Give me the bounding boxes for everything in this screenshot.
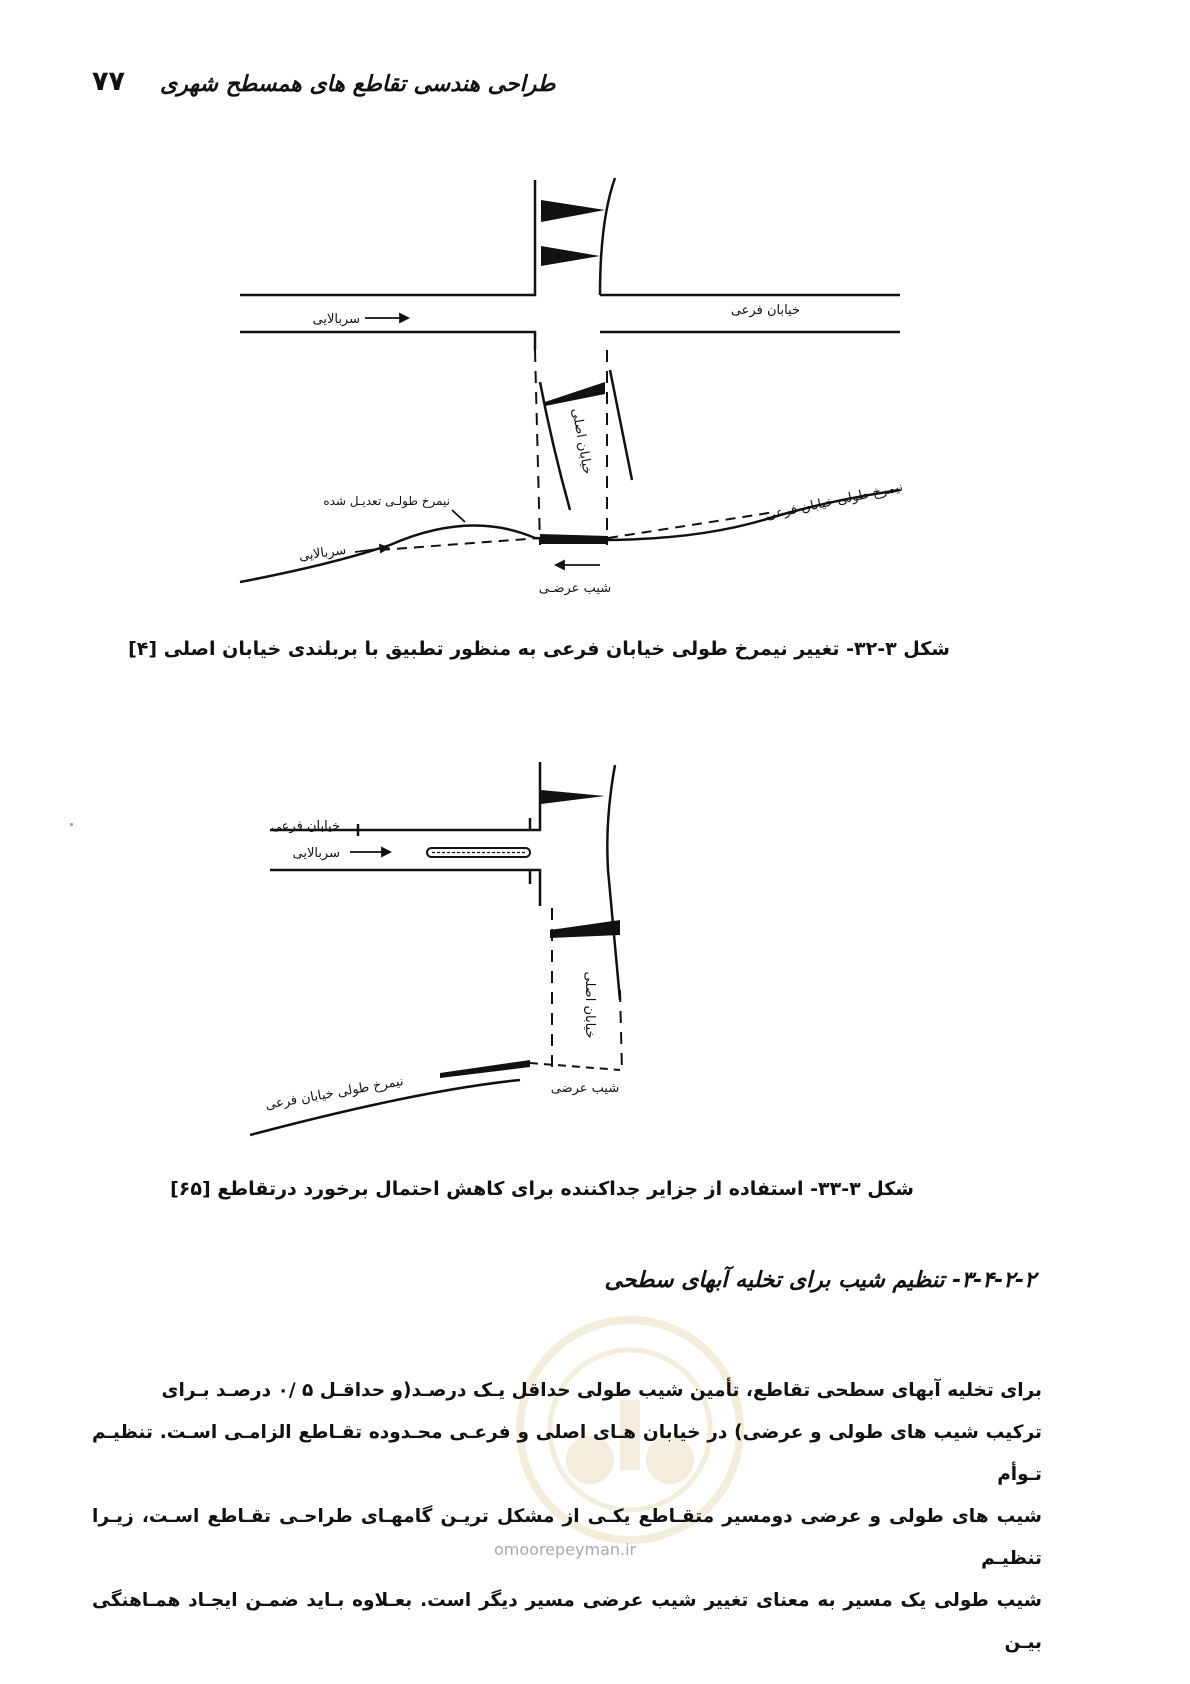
fig32-label-main-street: خیابان اصلی <box>568 407 595 476</box>
paragraph-line: برای تخلیه آبهای سطحی تقاطع، تأمین شیب طولی حداقل یـک درصـد(و حداقـل ۵ /۰ درصـد بـرای <box>161 1380 1042 1401</box>
watermark-url: omoorepeyman.ir <box>494 1540 637 1559</box>
fig32-label-cross-slope: شیب عرضـی <box>538 581 612 596</box>
fig33-label-side-profile: نیمرخ طولی خیابان فرعی <box>264 1074 405 1114</box>
figure-3-32-diagram <box>0 160 1190 610</box>
fig32-label-uphill: سربالایی <box>312 312 360 327</box>
section-paragraph <box>92 1370 1042 1664</box>
fig33-label-uphill: سربالایی <box>292 846 340 861</box>
section-heading: ۳-۴-۲-۲- تنظیم شیب برای تخلیه آبهای سطحی <box>604 1268 1036 1293</box>
paragraph-line: شیب های طولی و عرضی دومسیر متقـاطع یکـی از مشکل تریـن گامهـای طراحـی تقـاطع اسـت، زیـرا تنظیـم <box>92 1506 1042 1569</box>
running-title: طراحی هندسی تقاطع های همسطح شهری <box>160 72 556 97</box>
fig32-label-side-profile: نیمرخ طولی خیابان فرعی <box>764 479 905 524</box>
fig32-label-side-street: خیابان فرعی <box>730 303 800 318</box>
fig33-label-cross-slope: شیب عرضی <box>550 1081 620 1096</box>
figure-3-32-caption: شکل ۳-۳۲- تغییر نیمرخ طولی خیابان فرعی به منظور تطبیق با بربلندی خیابان اصلی [۴] <box>128 638 950 660</box>
page-number: ۷۷ <box>92 66 125 97</box>
fig33-label-side-street: خیابان فرعی <box>270 819 340 834</box>
scan-speck <box>70 823 73 826</box>
paragraph-line: شیب طولی یک مسیر به معنای تغییر شیب عرضی مسیر دیگر است. بعـلاوه بـاید ضمـن ایجـاد همـاهنگی بیـن <box>92 1590 1042 1653</box>
figure-3-33-diagram <box>0 760 1190 1150</box>
figure-3-33-caption: شکل ۳-۳۳- استفاده از جزایر جداکننده برای کاهش احتمال برخورد درتقاطع [۶۵] <box>170 1178 914 1200</box>
fig32-label-uphill-lower: سربالایی <box>297 542 348 565</box>
paragraph-line: ترکیب شیب های طولی و عرضی) در خیابان هـای اصلی و فرعـی محـدوده تقـاطع الزامـی اسـت. تنظیـم تـوأم <box>92 1422 1042 1485</box>
fig33-label-main-street: خیابان اصلی <box>582 971 597 1039</box>
fig32-label-adjusted-profile: نیمرخ طولـی تعدیـل شده <box>323 494 450 508</box>
